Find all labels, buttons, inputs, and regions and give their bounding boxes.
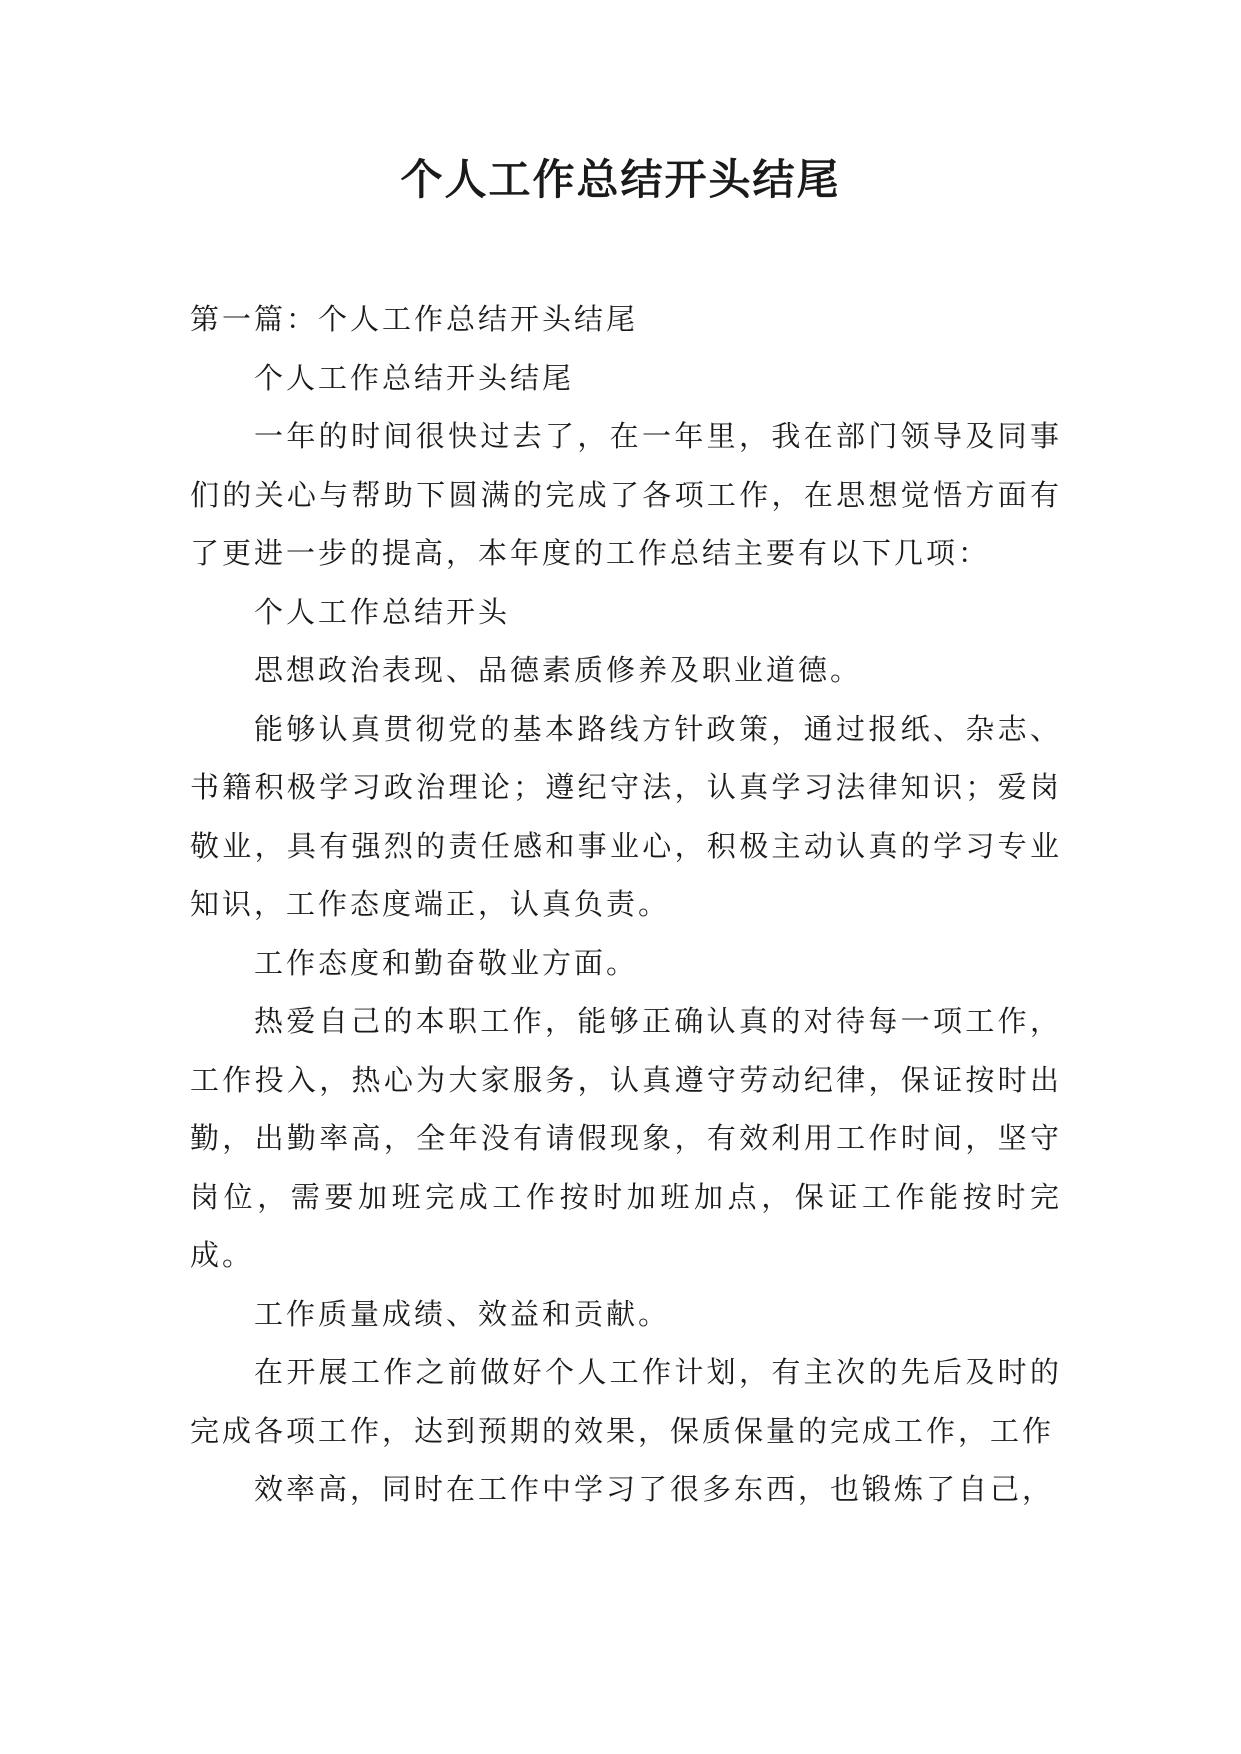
paragraph: 个人工作总结开头结尾: [254, 360, 575, 395]
paragraph: 在开展工作之前做好个人工作计划，有主次的先后及时的完成各项工作，达到预期的效果，保质保量的完成工作，工作: [190, 1355, 1062, 1448]
document-body: [190, 290, 1062, 1519]
document-title: 个人工作总结开头结尾: [400, 155, 841, 204]
paragraph: 能够认真贯彻党的基本路线方针政策，通过报纸、杂志、书籍积极学习政治理论；遵纪守法，认真学习法律知识；爱岗敬业，具有强烈的责任感和事业心，积极主动认真的学习专业知识，工作态度端正，认真负责。: [190, 711, 1062, 921]
paragraph: 工作质量成绩、效益和贡献。: [254, 1296, 671, 1331]
paragraph: 思想政治表现、品德素质修养及职业道德。: [254, 653, 863, 687]
section-heading: 第一篇：个人工作总结开头结尾: [190, 302, 639, 336]
paragraph: 热爱自己的本职工作，能够正确认真的对待每一项工作，工作投入，热心为大家服务，认真遵守劳动纪律，保证按时出勤，出勤率高，全年没有请假现象，有效利用工作时间，坚守岗位，需要加班完成工作按时加班加点，保证工作能按时完成。: [190, 1004, 1062, 1272]
paragraph: 效率高，同时在工作中学习了很多东西，也锻炼了自己，: [254, 1472, 1055, 1506]
paragraph: 工作态度和勤奋敬业方面。: [254, 945, 639, 980]
paragraph: 个人工作总结开头: [254, 594, 511, 629]
paragraph: 一年的时间很快过去了，在一年里，我在部门领导及同事们的关心与帮助下圆满的完成了各项工作，在思想觉悟方面有了更进一步的提高，本年度的工作总结主要有以下几项：: [190, 419, 1062, 570]
